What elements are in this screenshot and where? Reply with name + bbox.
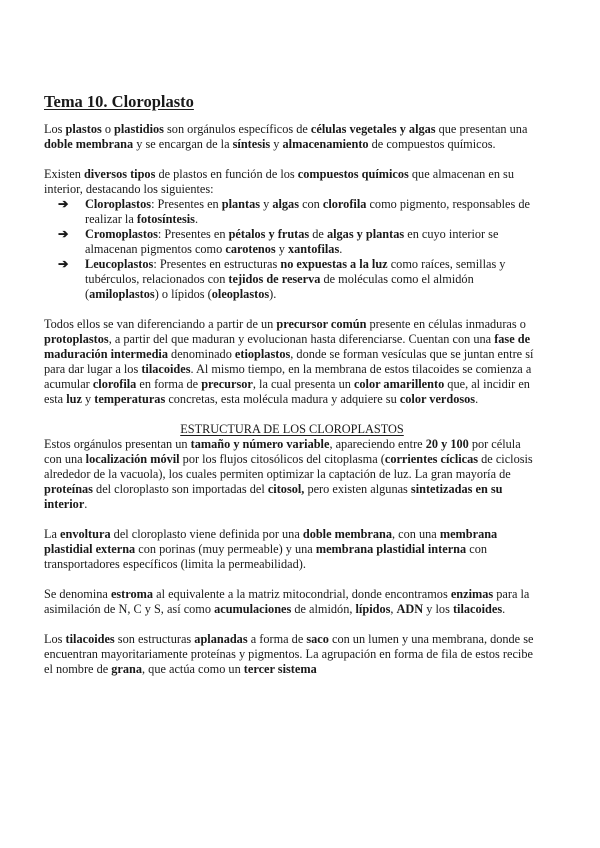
paragraph-types <box>44 167 540 197</box>
bold-term: color amarillento <box>353 377 445 391</box>
text-run: La <box>44 527 61 541</box>
text-run: que, al incidir en esta <box>44 377 530 406</box>
text-run: , <box>390 602 397 616</box>
bold-term: doble membrana <box>44 137 134 151</box>
text-run: de ciclosis alrededor de la vacuola), los cuales permiten optimizar la captación de luz. La gran mayoría de <box>44 452 533 481</box>
bold-term: precursor común <box>276 317 367 331</box>
bold-term: xantofilas <box>287 242 340 256</box>
paragraph-intro <box>44 122 540 152</box>
text-run: Los <box>44 632 66 646</box>
bold-term: citosol, <box>267 482 305 496</box>
bold-term: amiloplastos <box>89 287 155 301</box>
text-run: , a partir del que maduran y evolucionan hasta diferenciarse. Cuentan con una <box>108 332 495 346</box>
bold-term: compuestos químicos <box>297 167 409 181</box>
text-run: en cuyo interior se almacenan pigmentos como <box>85 227 499 256</box>
text-run: que almacenan en su interior, destacando los siguientes: <box>44 167 514 196</box>
page-title: Tema 10. Cloroplasto <box>44 92 194 111</box>
text-run: en forma de <box>136 377 202 391</box>
text-run: y <box>81 392 95 406</box>
text-run: : Presentes en <box>151 197 222 211</box>
text-run: denominado <box>167 347 235 361</box>
text-run: y se encargan de la <box>133 137 233 151</box>
text-run: . Al mismo tiempo, en la membrana de estos tilacoides se comienza a acumular <box>44 362 532 391</box>
bold-term: enzimas <box>450 587 494 601</box>
text-run: . <box>84 497 88 511</box>
bold-term: protoplastos <box>44 332 109 346</box>
text-run: . <box>502 602 506 616</box>
paragraph-thylakoids <box>44 632 540 677</box>
bold-term: tilacoides <box>141 362 191 376</box>
bold-term: algas <box>272 197 299 211</box>
text-run: como pigmento, responsables de realizar la <box>85 197 530 226</box>
bold-term: tejidos de reserva <box>228 272 321 286</box>
text-run: y <box>275 242 288 256</box>
text-run: del cloroplasto son importadas del <box>92 482 268 496</box>
text-run: que presentan una <box>435 122 528 136</box>
bold-term: clorofila <box>92 377 137 391</box>
text-run: Estos orgánulos presentan un <box>44 437 191 451</box>
bold-term: saco <box>306 632 329 646</box>
bold-term: etioplastos <box>234 347 291 361</box>
bold-term: síntesis <box>232 137 271 151</box>
bold-term: pétalos y frutas <box>228 227 310 241</box>
section-heading: ESTRUCTURA DE LOS CLOROPLASTOS <box>180 422 404 436</box>
text-run: como raíces, semillas y tubérculos, relacionados con <box>85 257 506 286</box>
text-run: de moléculas como el almidón ( <box>85 272 474 301</box>
bold-term: membrana plastidial externa <box>44 527 498 556</box>
text-run: con transportadores específicos (limita la permeabilidad). <box>44 542 487 571</box>
text-run: de plastos en función de los <box>155 167 298 181</box>
text-run: por los flujos citosólicos del citoplasma ( <box>179 452 385 466</box>
text-run: a forma de <box>247 632 307 646</box>
bold-term: envoltura <box>60 527 111 541</box>
text-run: Existen <box>44 167 84 181</box>
bold-term: acumulaciones <box>214 602 292 616</box>
bold-term: algas y plantas <box>326 227 405 241</box>
paragraph-differentiation <box>44 317 540 407</box>
text-run: pero existen algunas <box>304 482 411 496</box>
bold-term: sintetizadas en su interior <box>44 482 503 511</box>
list-item <box>58 197 540 227</box>
bold-term: plastidios <box>114 122 164 136</box>
text-run: con <box>299 197 323 211</box>
bold-term: fase de maduración intermedia <box>44 332 531 361</box>
text-run: Los <box>44 122 66 136</box>
text-run: Se denomina <box>44 587 111 601</box>
text-run: con un lumen y una membrana, donde se encuentran mayoritariamente proteínas y pigmentos. La agrupación en forma de fila de estos recibe el nombre de <box>44 632 534 676</box>
text-run: son estructuras <box>114 632 195 646</box>
bold-term: clorofila <box>322 197 367 211</box>
bold-term: plantas <box>221 197 261 211</box>
text-run: . <box>339 242 343 256</box>
bold-term: proteínas <box>44 482 93 496</box>
text-run: , que actúa como un <box>142 662 244 676</box>
text-run: para la asimilación de N, C y S, así como <box>44 587 530 616</box>
bold-term: no expuestas a la luz <box>280 257 388 271</box>
bold-term: plastos <box>65 122 102 136</box>
text-run: , donde se forman vesículas que se juntan entre sí para dar lugar a los <box>44 347 534 376</box>
text-run: son orgánulos específicos de <box>163 122 311 136</box>
arrow-icon: ➔ <box>58 227 69 241</box>
bold-term: grana <box>111 662 143 676</box>
text-run: y los <box>423 602 453 616</box>
bold-term: ADN <box>396 602 424 616</box>
bold-term: doble membrana <box>302 527 393 541</box>
text-run: de almidón, <box>291 602 356 616</box>
bold-term: diversos tipos <box>83 167 156 181</box>
text-run: ). <box>269 287 277 301</box>
text-run: , la cual presenta un <box>252 377 354 391</box>
bold-term: tilacoides <box>65 632 115 646</box>
text-run: al equivalente a la matriz mitocondrial, donde encontramos <box>153 587 451 601</box>
arrow-icon: ➔ <box>58 257 69 271</box>
bold-term: precursor <box>201 377 253 391</box>
list-item <box>58 227 540 257</box>
text-run: presente en células inmaduras o <box>366 317 526 331</box>
bold-term: corrientes cíclicas <box>384 452 479 466</box>
bold-term: aplanadas <box>194 632 248 646</box>
paragraph-stroma <box>44 587 540 617</box>
bold-term: carotenos <box>225 242 276 256</box>
bold-term: almacenamiento <box>282 137 369 151</box>
bold-term: temperaturas <box>94 392 166 406</box>
bold-term: estroma <box>110 587 154 601</box>
bold-term: tercer sistema <box>243 662 317 676</box>
bold-term: localización móvil <box>85 452 180 466</box>
bold-term: 20 y 100 <box>425 437 469 451</box>
bold-term: color verdosos <box>399 392 476 406</box>
text-run: con porinas (muy permeable) y una <box>135 542 316 556</box>
text-run: y <box>270 137 283 151</box>
text-run: Todos ellos se van diferenciando a partir de un <box>44 317 277 331</box>
text-run: , apareciendo entre <box>329 437 426 451</box>
bold-term: luz <box>66 392 82 406</box>
bold-term: tilacoides <box>452 602 503 616</box>
text-run: de <box>309 227 327 241</box>
text-run: del cloroplasto viene definida por una <box>110 527 303 541</box>
text-run: : Presentes en estructuras <box>153 257 281 271</box>
bold-term: Cloroplastos <box>85 197 152 211</box>
bold-term: membrana plastidial interna <box>315 542 467 556</box>
bold-term: oleoplastos <box>211 287 270 301</box>
text-run: . <box>475 392 479 406</box>
bold-term: fotosíntesis <box>136 212 195 226</box>
arrow-icon: ➔ <box>58 197 69 211</box>
bold-term: Cromoplastos <box>85 227 158 241</box>
paragraph-structure <box>44 437 540 512</box>
bold-term: tamaño y número variable <box>190 437 330 451</box>
text-run: y <box>260 197 273 211</box>
bold-term: Leucoplastos <box>85 257 154 271</box>
text-run: , con una <box>392 527 440 541</box>
plastid-types-list <box>44 197 540 302</box>
bold-term: lípidos <box>355 602 391 616</box>
text-run: ) o lípidos ( <box>154 287 212 301</box>
text-run: . <box>194 212 199 226</box>
text-run: por célula con una <box>44 437 521 466</box>
text-run: : Presentes en <box>157 227 229 241</box>
bold-term: células vegetales y algas <box>310 122 436 136</box>
paragraph-envelope <box>44 527 540 572</box>
text-run: concretas, esta molécula madura y adquiere su <box>165 392 400 406</box>
text-run: de compuestos químicos. <box>368 137 496 151</box>
list-item <box>58 257 540 302</box>
text-run: o <box>101 122 115 136</box>
